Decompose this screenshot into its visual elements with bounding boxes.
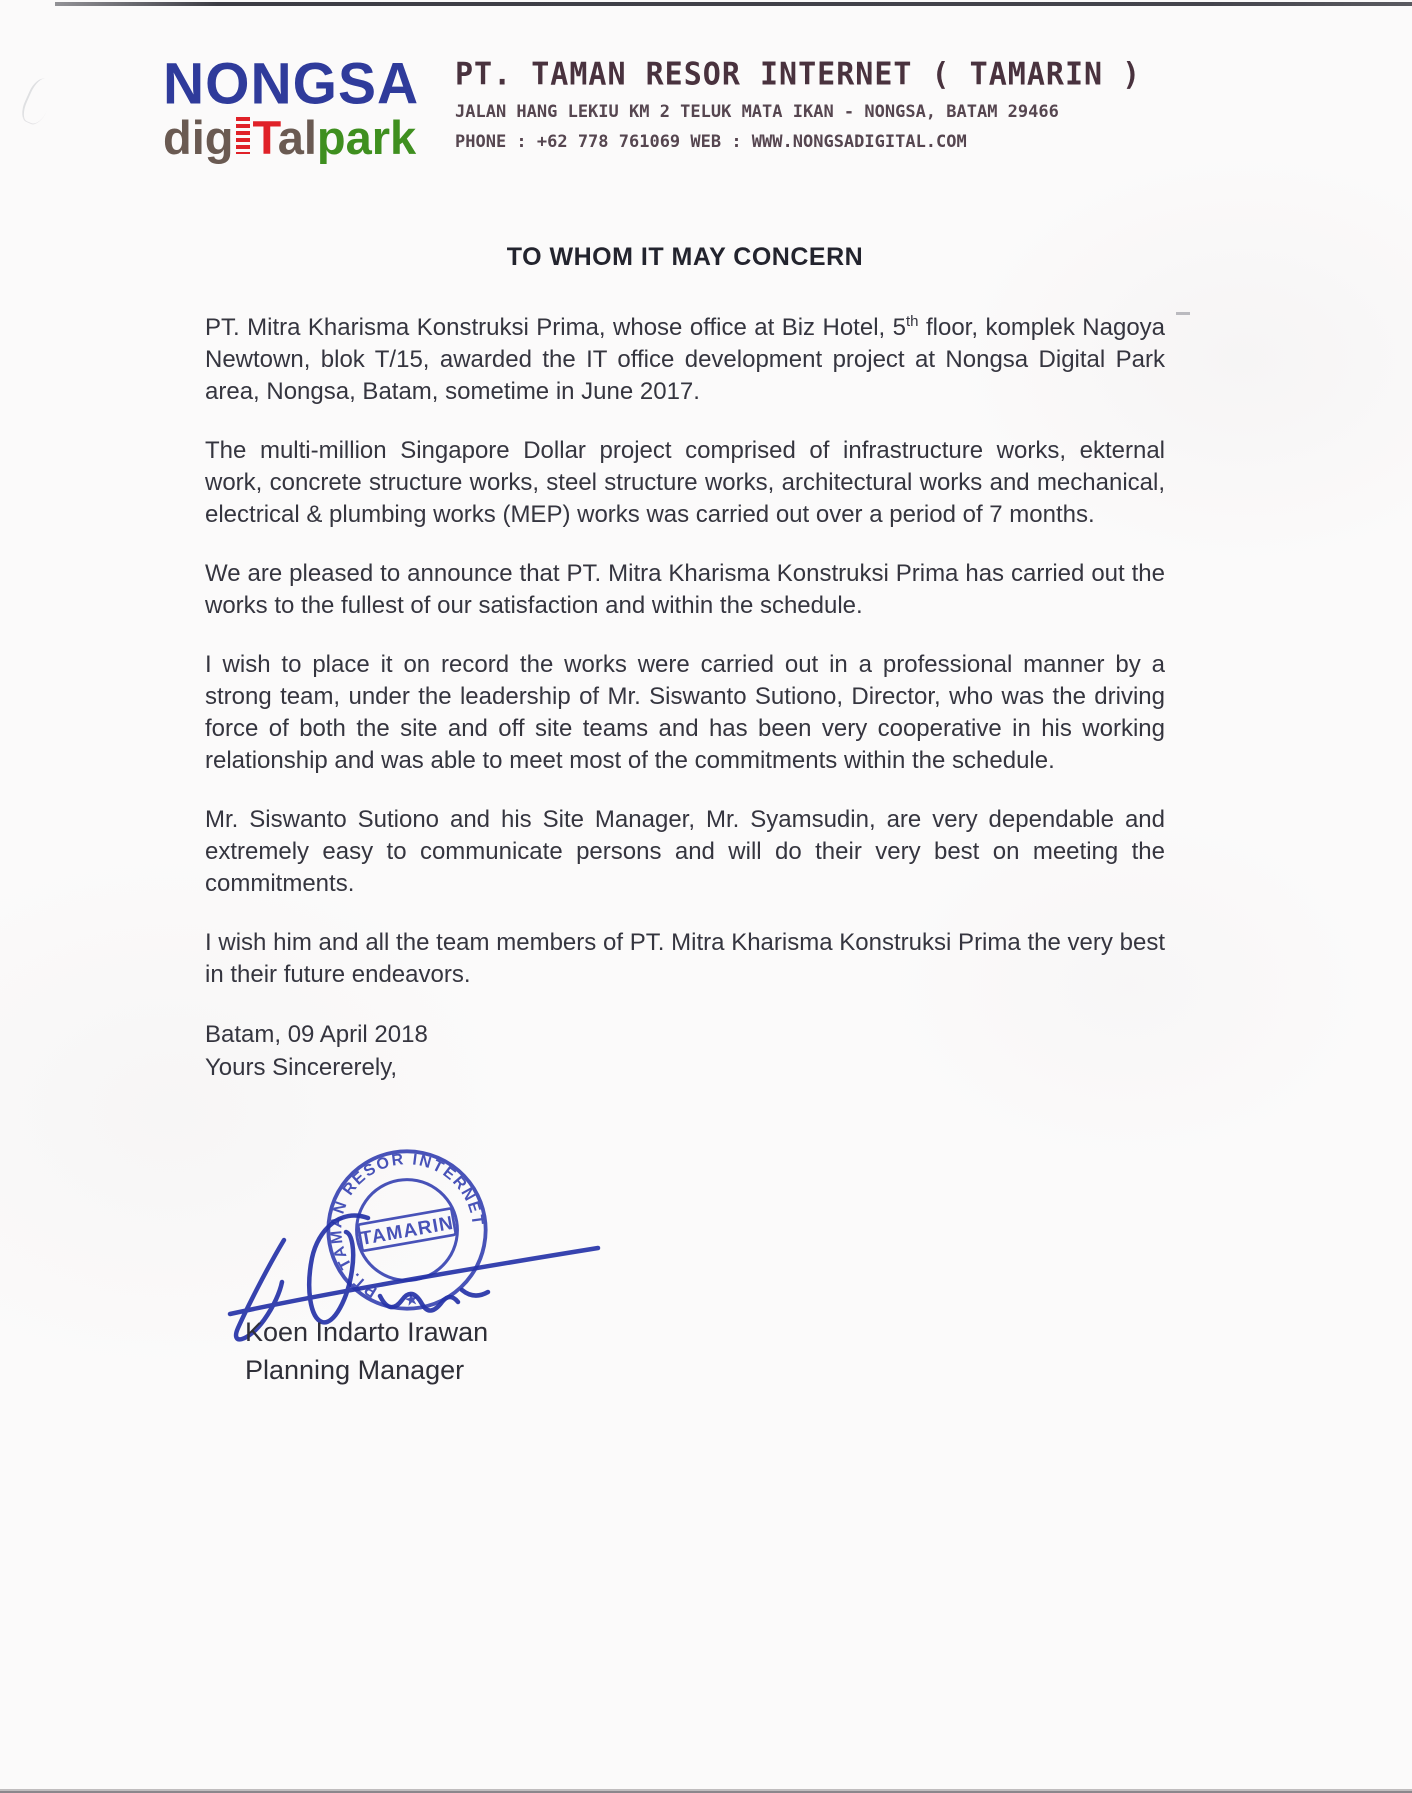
company-name: PT. TAMAN RESOR INTERNET ( TAMARIN ) (455, 56, 1142, 93)
paragraph-2: The multi-million Singapore Dollar project comprised of infrastructure works, ekternal work, concrete structure works, steel structure works, architectural works and mechanical, electrical & plumbing works (MEP) works was carried out over a period of 7 months. (205, 437, 1165, 528)
paragraph-5: Mr. Siswanto Sutiono and his Site Manager, Mr. Syamsudin, are very dependable and extremely easy to communicate persons and will do their very best on meeting the commitments. (205, 806, 1165, 897)
company-address: JALAN HANG LEKIU KM 2 TELUK MATA IKAN - NONGSA, BATAM 29466 (455, 102, 1059, 122)
logo-park: park (316, 111, 417, 164)
paragraph-1-text-cont: floor, komplek Nagoya Newtown, blok T/15, awarded the IT office development project at Nongsa Digital Park area, Nongsa, Batam, sometime in June 2017. (205, 314, 1166, 405)
stamp-star-icon: ★ (402, 1288, 421, 1311)
nongsa-digitalpark-logo (163, 51, 433, 164)
signer-name: Koen Indarto Irawan (245, 1317, 489, 1347)
signer-block (245, 1313, 488, 1389)
paragraph-1-text: PT. Mitra Kharisma Konstruksi Prima, whose office at Biz Hotel, 5 (205, 314, 907, 341)
scan-smudge (17, 75, 58, 128)
closing-line: Yours Sincererely, (205, 1054, 398, 1081)
paragraph-4: I wish to place it on record the works were carried out in a professional manner by a strong team, under the leadership of Mr. Siswanto Sutiono, Director, who was the driving force of both the site and off site teams and has been very cooperative in his working relationship and was able to meet most of the commitments within the schedule. (205, 651, 1165, 774)
logo-dig: dig (163, 111, 234, 164)
striped-i-glyph (236, 117, 250, 154)
paragraph-3: We are pleased to announce that PT. Mitra Kharisma Konstruksi Prima has carried out the works to the fullest of our satisfaction and within the schedule. (205, 560, 1165, 619)
logo-al: al (277, 111, 317, 164)
company-contact: PHONE : +62 778 761069 WEB : WWW.NONGSADIGITAL.COM (455, 132, 967, 152)
paragraph-6: I wish him and all the team members of PT. Mitra Kharisma Konstruksi Prima the very best in their future endeavors. (205, 929, 1165, 988)
stamp-ring-text: PT. TAMAN RESOR INTERNET (327, 1150, 487, 1302)
scan-dash-mark (1176, 312, 1190, 315)
logo-digitalpark-text (163, 111, 433, 164)
stamp-center-text: TAMARIN (358, 1212, 456, 1250)
letter-body (205, 243, 1165, 1084)
logo-nongsa-text: NONGSA (163, 51, 420, 117)
date-and-closing (205, 1018, 1165, 1084)
logo-t: T (252, 111, 278, 164)
ordinal-superscript: th (906, 313, 919, 330)
company-info (455, 56, 1215, 152)
scan-edge-artifact-top (55, 2, 1412, 6)
paragraph-1 (205, 312, 1165, 408)
letter-title: TO WHOM IT MAY CONCERN (506, 243, 864, 271)
signer-title: Planning Manager (245, 1355, 465, 1385)
date-line: Batam, 09 April 2018 (205, 1021, 428, 1048)
